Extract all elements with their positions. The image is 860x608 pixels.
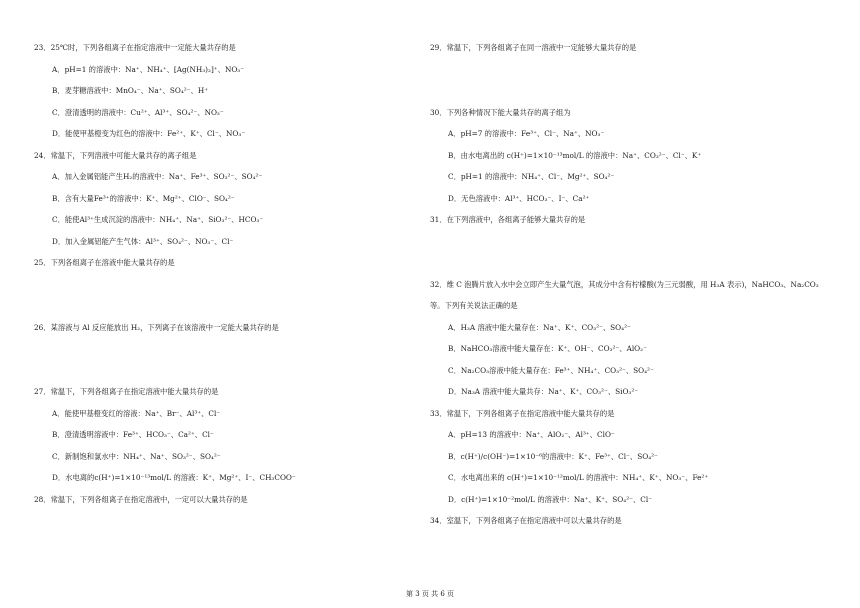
option-text: D．水电离的c(H⁺)=1×10⁻¹³mol/L 的溶液：K⁺、Mg²⁺、I⁻、CH₃COO⁻ bbox=[52, 473, 296, 482]
option-text: C．新制饱和氯水中：NH₄⁺、Na⁺、SO₃²⁻、SO₄²⁻ bbox=[52, 451, 221, 461]
question-stem: 31．在下列溶液中，各组离子能够大量共存的是 bbox=[430, 215, 586, 224]
option-text: C．能使Al³⁺生成沉淀的溶液中：NH₄⁺、Na⁺、SiO₃²⁻、HCO₃⁻ bbox=[52, 215, 264, 224]
option-text: B．麦芽糖溶液中：MnO₄⁻、Na⁺、SO₄²⁻、H⁺ bbox=[52, 86, 209, 95]
option-text: B．含有大量Fe³⁺的溶液中：K⁺、Mg²⁺、ClO⁻、SO₄²⁻ bbox=[52, 193, 235, 203]
page-footer: 第 3 页 共 6 页 bbox=[405, 590, 455, 598]
question-stem: 32．维 C 泡腾片放入水中会立即产生大量气泡，其成分中含有柠檬酸(为三元弱酸，用 H₃A 表示)，NaHCO₃、Na₂CO₃ bbox=[430, 279, 819, 289]
right-column bbox=[430, 0, 826, 570]
option-text: A．能使甲基橙变红的溶液：Na⁺、Br⁻、Al³⁺、Cl⁻ bbox=[52, 408, 221, 418]
option-text: B．澄清透明溶液中：Fe³⁺、HCO₃⁻、Ca²⁺、Cl⁻ bbox=[52, 430, 214, 439]
option-text: A．pH=13 的溶液中：Na⁺、AlO₂⁻、Al³⁺、ClO⁻ bbox=[448, 430, 615, 439]
question-stem: 30．下列各种情况下能大量共存的离子组为 bbox=[430, 107, 571, 117]
question-stem: 33．常温下，下列各组离子在指定溶液中能大量共存的是 bbox=[430, 408, 615, 418]
option-text: A．pH=7 的溶液中：Fe³⁺、Cl⁻、Na⁺、NO₃⁻ bbox=[448, 129, 605, 138]
option-text: A．H₃A 溶液中能大量存在：Na⁺、K⁺、CO₃²⁻、SO₄²⁻ bbox=[448, 322, 631, 332]
question-stem-continued: 等。下列有关说法正确的是 bbox=[430, 301, 518, 310]
question-stem: 34．室温下，下列各组离子在指定溶液中可以大量共存的是 bbox=[430, 516, 622, 525]
question-stem: 28．常温下，下列各组离子在指定溶液中，一定可以大量共存的是 bbox=[34, 494, 248, 504]
question-stem: 26．某溶液与 Al 反应能放出 H₂，下列离子在该溶液中一定能大量共存的是 bbox=[34, 322, 279, 332]
option-text: D．能使甲基橙变为红色的溶液中：Fe²⁺、K⁺、Cl⁻、NO₃⁻ bbox=[52, 129, 246, 138]
question-stem: 29．常温下，下列各组离子在同一溶液中一定能够大量共存的是 bbox=[430, 43, 637, 52]
left-column bbox=[34, 0, 414, 570]
option-text: D．c(H⁺)=1×10⁻²mol/L 的溶液中：Na⁺、K⁺、SO₄²⁻、Cl⁻ bbox=[448, 494, 653, 504]
option-text: C．水电离出来的 c(H⁺)=1×10⁻¹²mol/L 的溶液中：NH₄⁺、K⁺、NO₃⁻、Fe²⁺ bbox=[448, 473, 709, 482]
question-stem: 24．常温下，下列溶液中可能大量共存的离子组是 bbox=[34, 150, 197, 160]
option-text: A．pH=1 的溶液中：Na⁺、NH₄⁺、[Ag(NH₃)₂]⁺、NO₃⁻ bbox=[52, 64, 245, 74]
option-text: C．Na₂CO₃溶液中能大量存在：Fe³⁺、NH₄⁺、CO₃²⁻、SO₄²⁻ bbox=[448, 365, 654, 375]
question-stem: 23．25℃时，下列各组离子在指定溶液中一定能大量共存的是 bbox=[34, 43, 236, 52]
option-text: D．Na₃A 溶液中能大量共存：Na⁺、K⁺、CO₃²⁻、SiO₃²⁻ bbox=[448, 387, 639, 396]
question-stem: 25．下列各组离子在溶液中能大量共存的是 bbox=[34, 258, 175, 267]
option-text: B．c(H⁺)/c(OH⁻)=1×10⁻⁶的溶液中：K⁺、Fe³⁺、Cl⁻、SO₄²⁻ bbox=[448, 451, 658, 461]
option-text: B．由水电离出的 c(H⁺)=1×10⁻¹³mol/L 的溶液中：Na⁺、CO₃²⁻、Cl⁻、K⁺ bbox=[448, 150, 702, 160]
option-text: C．pH=1 的溶液中：NH₄⁺、Cl⁻、Mg²⁺、SO₄²⁻ bbox=[448, 172, 615, 181]
option-text: D．加入金属铝能产生气体：Al³⁺、SO₄²⁻、NO₃⁻、Cl⁻ bbox=[52, 236, 234, 246]
option-text: D．无色溶液中：Al³⁺、HCO₃⁻、I⁻、Ca²⁺ bbox=[448, 193, 590, 203]
option-text: C．澄清透明的溶液中：Cu²⁺、Al³⁺、SO₄²⁻、NO₃⁻ bbox=[52, 107, 224, 117]
option-text: B．NaHCO₃溶液中能大量存在：K⁺、OH⁻、CO₃²⁻、AlO₂⁻ bbox=[448, 344, 647, 353]
option-text: A．加入金属铝能产生H₂的溶液中：Na⁺、Fe³⁺、SO₃²⁻、SO₄²⁻ bbox=[52, 172, 263, 181]
question-stem: 27．常温下，下列各组离子在指定溶液中能大量共存的是 bbox=[34, 387, 219, 396]
